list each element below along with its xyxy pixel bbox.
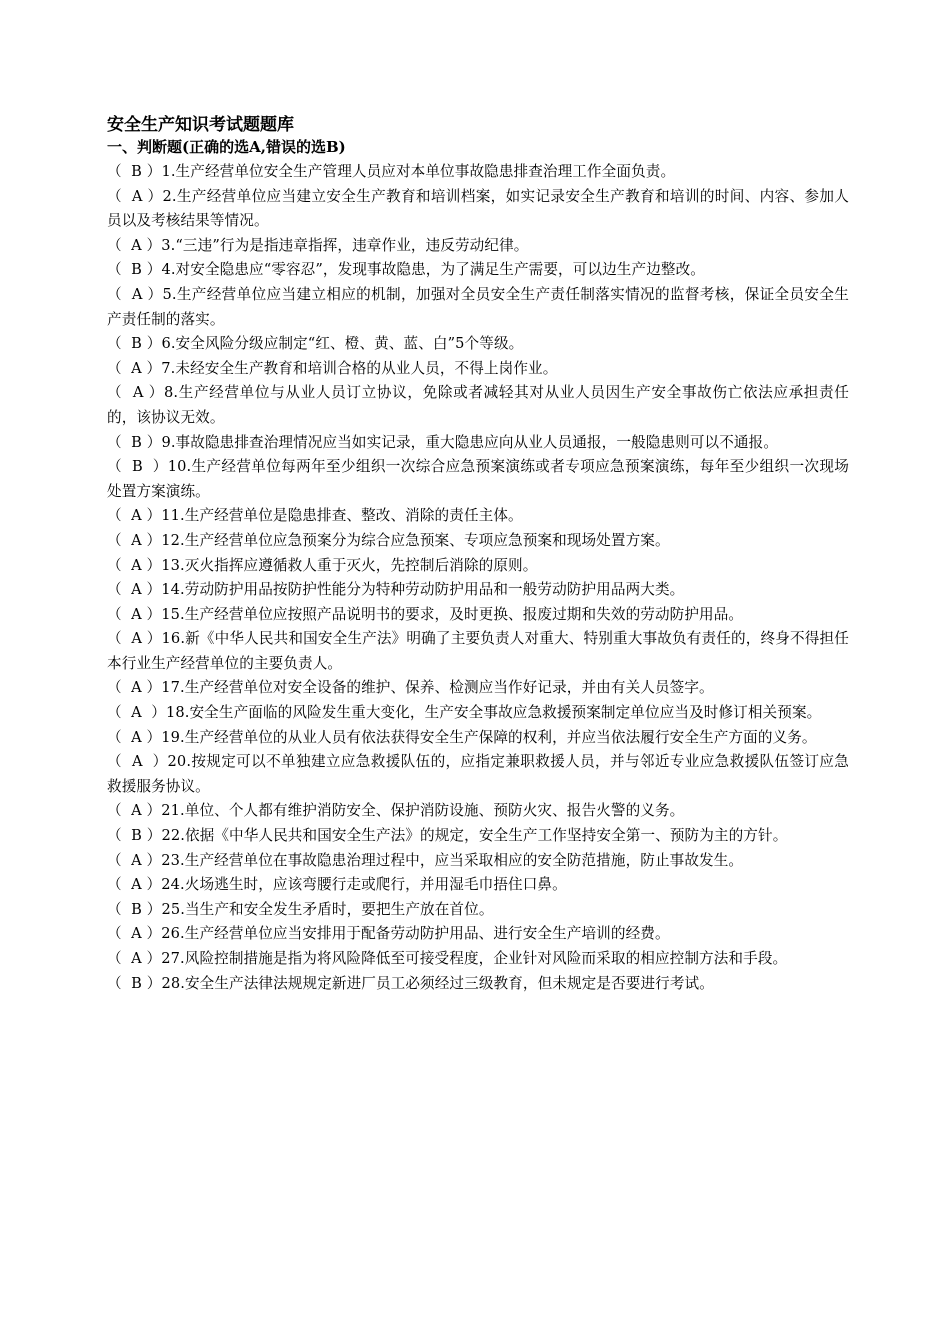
question-list [107,160,849,996]
question-item [107,898,849,923]
question-text: 5.生产经营单位应当建立相应的机制，加强对全员安全生产责任制落实情况的监督考核，保证全员安全生产责任制的落实。 [107,285,849,328]
answer-marker: （ A ） [107,802,162,820]
question-text: 3.“三违”行为是指违章指挥，违章作业，违反劳动纪律。 [161,236,529,254]
question-item [107,578,849,603]
question-item [107,554,849,579]
question-text: 20.按规定可以不单独建立应急救援队伍的，应指定兼职救援人员，并与邻近专业应急救援队伍签订应急救援服务协议。 [107,753,849,795]
question-text: 19.生产经营单位的从业人员有依法获得安全生产保障的权利，并应当依法履行安全生产方面的义务。 [161,728,817,746]
question-text: 22.依据《中华人民共和国安全生产法》的规定，安全生产工作坚持安全第一、预防为主的方针。 [161,827,788,845]
answer-marker: （ A ） [107,507,162,525]
answer-marker: （ B ） [107,458,168,476]
question-item [107,603,849,628]
question-text: 4.对安全隐患应“零容忍”，发现事故隐患，为了满足生产需要，可以边生产边整改。 [161,261,705,279]
answer-marker: （ B ） [107,433,162,451]
question-text: 6.安全风险分级应制定“红、橙、黄、蓝、白”5个等级。 [161,335,524,353]
question-text: 17.生产经营单位对安全设备的维护、保养、检测应当作好记录，并由有关人员签字。 [161,679,714,697]
answer-marker: （ A ） [107,605,162,623]
question-text: 14.劳动防护用品按防护性能分为特种劳动防护用品和一般劳动防护用品两大类。 [161,581,685,599]
question-item [107,283,849,332]
question-item [107,234,849,259]
answer-marker: （ A ） [107,285,163,303]
answer-marker: （ B ） [107,261,162,279]
question-text: 24.火场逃生时，应该弯腰行走或爬行，并用湿毛巾捂住口鼻。 [161,876,567,894]
question-item [107,947,849,972]
question-item [107,185,849,234]
answer-marker: （ A ） [107,359,162,377]
question-item [107,258,849,283]
answer-marker: （ B ） [107,163,162,180]
question-text: 23.生产经营单位在事故隐患治理过程中，应当采取相应的安全防范措施，防止事故发生。 [161,851,744,869]
question-text: 18.安全生产面临的风险发生重大变化，生产安全事故应急救援预案制定单位应当及时修订相关预案。 [165,704,822,722]
question-text: 10.生产经营单位每两年至少组织一次综合应急预案演练或者专项应急预案演练，每年至少组织一次现场处置方案演练。 [107,458,849,500]
answer-marker: （ A ） [107,704,166,722]
question-item [107,455,849,504]
question-item [107,873,849,898]
question-text: 13.灭火指挥应遵循救人重于灭火，先控制后消除的原则。 [161,556,538,574]
question-item [107,701,849,726]
answer-marker: （ B ） [107,974,162,992]
question-item [107,972,849,997]
question-item [107,160,849,185]
answer-marker: （ A ） [107,925,162,943]
answer-marker: （ B ） [107,827,162,845]
answer-marker: （ A ） [107,236,162,254]
answer-marker: （ A ） [107,187,163,205]
answer-marker: （ A ） [107,556,162,574]
answer-marker: （ A ） [107,581,162,599]
answer-marker: （ B ） [107,900,162,918]
question-text: 26.生产经营单位应当安排用于配备劳动防护用品、进行安全生产培训的经费。 [161,925,670,943]
question-item [107,922,849,947]
answer-marker: （ A ） [107,728,162,746]
question-text: 1.生产经营单位安全生产管理人员应对本单位事故隐患排查治理工作全面负责。 [161,163,676,180]
answer-marker: （ A ） [107,384,165,402]
question-text: 8.生产经营单位与从业人员订立协议，免除或者减轻其对从业人员因生产安全事故伤亡依法应承担责任的，该协议无效。 [107,384,849,426]
question-item [107,627,849,676]
answer-marker: （ A ） [107,753,168,771]
answer-marker: （ A ） [107,679,162,697]
question-item [107,504,849,529]
section-heading-true-false: 一、判断题(正确的选A,错误的选B) [107,138,346,156]
question-text: 21.单位、个人都有维护消防安全、保护消防设施、预防火灾、报告火警的义务。 [161,802,685,820]
question-item [107,357,849,382]
question-text: 27.风险控制措施是指为将风险降低至可接受程度，企业针对风险而采取的相应控制方法和手段。 [161,950,788,967]
question-item [107,676,849,701]
question-text: 9.事故隐患排查治理情况应当如实记录，重大隐患应向从业人员通报，一般隐患则可以不通报。 [161,433,779,451]
question-item [107,529,849,554]
question-text: 2.生产经营单位应当建立安全生产教育和培训档案，如实记录安全生产教育和培训的时间、内容、参加人员以及考核结果等情况。 [107,187,849,230]
answer-marker: （ A ） [107,630,162,648]
question-text: 11.生产经营单位是隐患排查、整改、消除的责任主体。 [161,507,523,525]
question-text: 12.生产经营单位应急预案分为综合应急预案、专项应急预案和现场处置方案。 [161,531,670,549]
question-item [107,824,849,849]
answer-marker: （ A ） [107,531,162,549]
document-page [107,113,849,996]
question-item [107,849,849,874]
question-text: 15.生产经营单位应按照产品说明书的要求，及时更换、报废过期和失效的劳动防护用品。 [161,605,744,623]
answer-marker: （ A ） [107,950,162,967]
answer-marker: （ A ） [107,851,162,869]
question-text: 7.未经安全生产教育和培训合格的从业人员，不得上岗作业。 [161,359,558,377]
question-item [107,750,849,799]
answer-marker: （ B ） [107,335,162,353]
question-item [107,799,849,824]
question-item [107,332,849,357]
question-text: 25.当生产和安全发生矛盾时，要把生产放在首位。 [161,900,494,918]
question-item [107,381,849,430]
question-text: 28.安全生产法律法规规定新进厂员工必须经过三级教育，但未规定是否要进行考试。 [161,974,714,992]
answer-marker: （ A ） [107,876,162,894]
document-title: 安全生产知识考试题题库 [107,115,294,135]
question-item [107,726,849,751]
question-text: 16.新《中华人民共和国安全生产法》明确了主要负责人对重大、特别重大事故负有责任的，终身不得担任本行业生产经营单位的主要负责人。 [107,630,849,672]
question-item [107,431,849,456]
